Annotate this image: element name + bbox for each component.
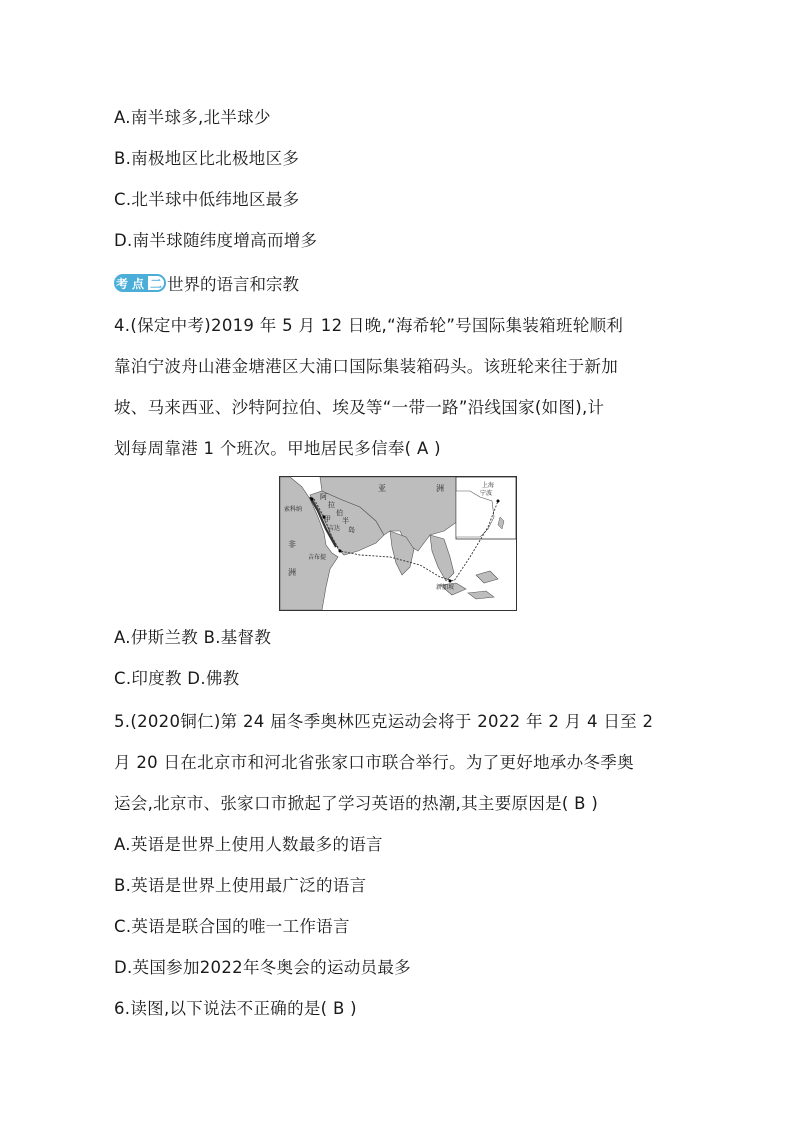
label-arab-5: 岛 bbox=[348, 526, 355, 534]
q4-line-2: 靠泊宁波舟山港金塘港区大浦口国际集装箱码头。该班轮来往于新加 bbox=[114, 357, 618, 376]
label-jia: 甲 bbox=[324, 515, 331, 523]
badge-char-1: 考 bbox=[114, 274, 130, 292]
label-singapore: 新加坡 bbox=[436, 584, 455, 591]
badge-char-2: 点 bbox=[130, 274, 146, 292]
q4-line-4: 划每周靠港 1 个班次。甲地居民多信奉( A ) bbox=[114, 439, 441, 458]
label-jiddah: 吉达 bbox=[328, 525, 341, 532]
port-djibouti bbox=[339, 550, 342, 553]
label-suez: 索科纳 bbox=[284, 506, 303, 513]
port-singapore bbox=[449, 580, 452, 583]
label-ningbo: 宁波 bbox=[480, 490, 493, 497]
label-africa-1: 非 bbox=[288, 540, 296, 549]
label-arab-4: 半 bbox=[342, 517, 349, 525]
badge-char-3: 二 bbox=[146, 274, 166, 292]
sea-landmass bbox=[430, 535, 454, 581]
port-ningbo bbox=[497, 500, 500, 503]
q5-option-c: C.英语是联合国的唯一工作语言 bbox=[114, 917, 350, 936]
section-badge bbox=[114, 273, 166, 293]
section-title: 世界的语言和宗教 bbox=[167, 275, 300, 294]
q5-line-1: 5.(2020铜仁)第 24 届冬季奥林匹克运动会将于 2022 年 2 月 4 日至 2 bbox=[114, 712, 654, 731]
q6-line: 6.读图,以下说法不正确的是( B ) bbox=[114, 999, 357, 1018]
q4-option-ab: A.伊斯兰教 B.基督教 bbox=[114, 628, 272, 647]
q5-option-d: D.英国参加2022年冬奥会的运动员最多 bbox=[114, 958, 411, 977]
label-shanghai: 上海 bbox=[482, 482, 495, 489]
label-arab-2: 拉 bbox=[328, 501, 335, 509]
label-africa-2: 洲 bbox=[288, 568, 296, 577]
section-heading bbox=[114, 272, 299, 294]
q5-option-b: B.英语是世界上使用最广泛的语言 bbox=[114, 876, 367, 895]
q5-option-a: A.英语是世界上使用人数最多的语言 bbox=[114, 835, 383, 854]
q5-line-2: 月 20 日在北京市和河北省张家口市联合举行。为了更好地承办冬季奥 bbox=[114, 753, 634, 772]
label-djibouti: 吉布提 bbox=[308, 554, 327, 561]
q4-option-cd: C.印度教 D.佛教 bbox=[114, 669, 240, 688]
q5-line-3: 运会,北京市、张家口市掀起了学习英语的热潮,其主要原因是( B ) bbox=[114, 794, 599, 813]
label-arab-3: 伯 bbox=[336, 509, 343, 517]
map-svg bbox=[280, 477, 516, 610]
q3-option-d: D.南半球随纬度增高而增多 bbox=[114, 231, 318, 250]
port-suez bbox=[311, 498, 314, 501]
q3-option-c: C.北半球中低纬地区最多 bbox=[114, 190, 300, 209]
q4-line-1: 4.(保定中考)2019 年 5 月 12 日晚,“海希轮”号国际集装箱班轮顺利 bbox=[114, 316, 624, 335]
label-arab-1: 阿 bbox=[320, 493, 327, 501]
q4-line-3: 坡、马来西亚、沙特阿拉伯、埃及等“一带一路”沿线国家(如图),计 bbox=[114, 398, 605, 417]
q3-option-b: B.南极地区比北极地区多 bbox=[114, 149, 300, 168]
label-asia-1: 亚 bbox=[378, 484, 386, 493]
q3-option-a: A.南半球多,北半球少 bbox=[114, 108, 271, 127]
shipping-route-map bbox=[279, 476, 517, 611]
label-asia-2: 洲 bbox=[436, 484, 444, 493]
